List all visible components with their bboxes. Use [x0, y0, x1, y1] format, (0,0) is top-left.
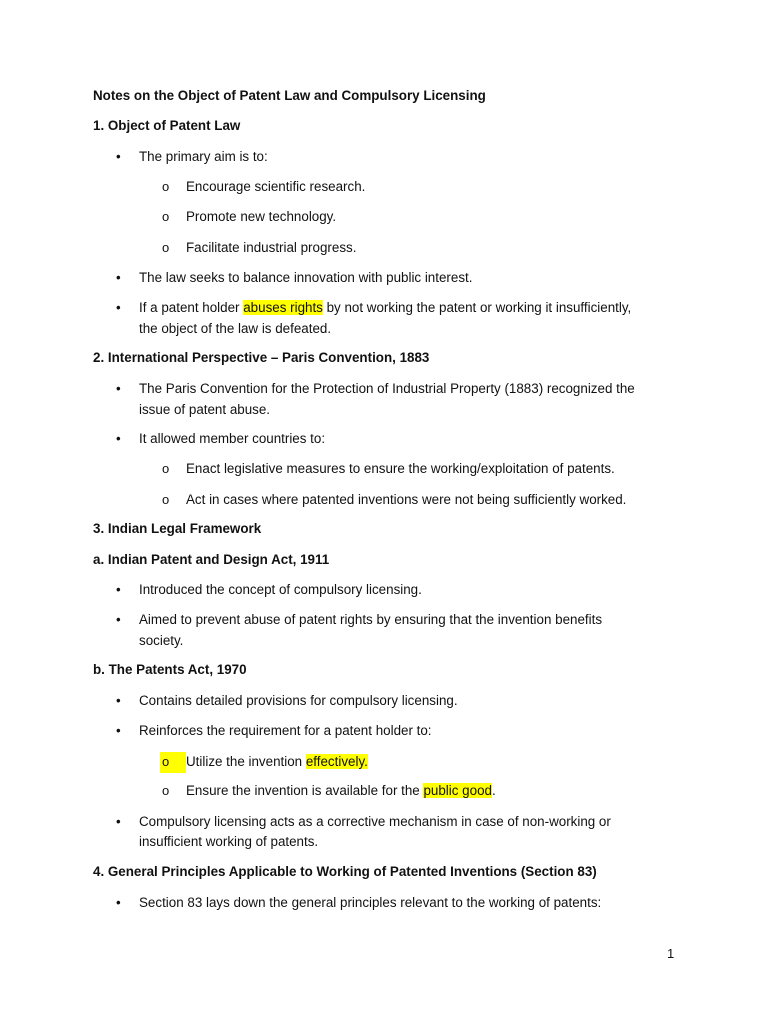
list-item: Reinforces the requirement for a patent holder to:: [139, 723, 432, 738]
list-item: The primary aim is to:: [139, 149, 268, 164]
list-item: Introduced the concept of compulsory licensing.: [139, 582, 422, 597]
bullet-glyph: •: [116, 270, 121, 285]
sub-list-item: Facilitate industrial progress.: [186, 240, 357, 255]
list-item: Section 83 lays down the general principles relevant to the working of patents:: [139, 895, 602, 910]
page-number: 1: [667, 946, 675, 961]
list-item: Contains detailed provisions for compulsory licensing.: [139, 693, 458, 708]
section-3-heading: 3. Indian Legal Framework: [93, 521, 262, 536]
bullet-glyph: •: [116, 895, 121, 910]
list-item: It allowed member countries to:: [139, 431, 326, 446]
bullet-glyph: •: [116, 582, 121, 597]
sub-bullet-glyph: o: [162, 461, 170, 476]
bullet-glyph: •: [116, 300, 121, 315]
sub-bullet-glyph: o: [162, 240, 170, 255]
text-run: Ensure the invention is available for the: [186, 783, 424, 798]
bullet-glyph: •: [116, 693, 121, 708]
highlighted-text: effectively.: [305, 754, 368, 769]
bullet-glyph: •: [116, 381, 121, 396]
sub-list-item: Encourage scientific research.: [186, 179, 366, 194]
list-item: The law seeks to balance innovation with public interest.: [139, 270, 473, 285]
list-item: Compulsory licensing acts as a corrective mechanism in case of non-working or: [139, 814, 611, 829]
section-2-heading: 2. International Perspective – Paris Convention, 1883: [93, 350, 430, 365]
highlighted-text: abuses rights: [243, 300, 323, 315]
list-item-continuation: society.: [139, 633, 184, 648]
section-1-heading: 1. Object of Patent Law: [93, 118, 241, 133]
document-title: Notes on the Object of Patent Law and Compulsory Licensing: [93, 88, 486, 103]
sub-list-item: Enact legislative measures to ensure the working/exploitation of patents.: [186, 461, 615, 476]
sub-bullet-glyph: o: [162, 492, 170, 507]
section-4-heading: 4. General Principles Applicable to Working of Patented Inventions (Section 83): [93, 864, 597, 879]
highlighted-text: public good: [423, 783, 492, 798]
subsection-3b-heading: b. The Patents Act, 1970: [93, 662, 247, 677]
sub-list-item: Act in cases where patented inventions were not being sufficiently worked.: [186, 492, 627, 507]
list-item: [139, 298, 631, 319]
list-item: Aimed to prevent abuse of patent rights by ensuring that the invention benefits: [139, 612, 603, 627]
text-run: .: [491, 783, 496, 798]
sub-list-item: Promote new technology.: [186, 209, 337, 224]
text-run: by not working the patent or working it insufficiently,: [322, 300, 632, 315]
bullet-glyph: •: [116, 431, 121, 446]
sub-bullet-glyph: o: [162, 179, 170, 194]
sub-bullet-glyph: o: [160, 752, 186, 773]
list-item-continuation: insufficient working of patents.: [139, 834, 319, 849]
bullet-glyph: •: [116, 149, 121, 164]
bullet-glyph: •: [116, 814, 121, 829]
sub-list-item: [186, 781, 496, 802]
list-item-continuation: issue of patent abuse.: [139, 402, 271, 417]
list-item-continuation: the object of the law is defeated.: [139, 321, 332, 336]
text-run: Utilize the invention: [186, 754, 306, 769]
sub-bullet-glyph: o: [162, 209, 170, 224]
list-item: The Paris Convention for the Protection of Industrial Property (1883) recognized the: [139, 381, 635, 396]
sub-bullet-glyph: o: [162, 783, 170, 798]
sub-list-item: [186, 752, 368, 773]
text-run: If a patent holder: [139, 300, 244, 315]
bullet-glyph: •: [116, 612, 121, 627]
subsection-3a-heading: a. Indian Patent and Design Act, 1911: [93, 552, 330, 567]
bullet-glyph: •: [116, 723, 121, 738]
